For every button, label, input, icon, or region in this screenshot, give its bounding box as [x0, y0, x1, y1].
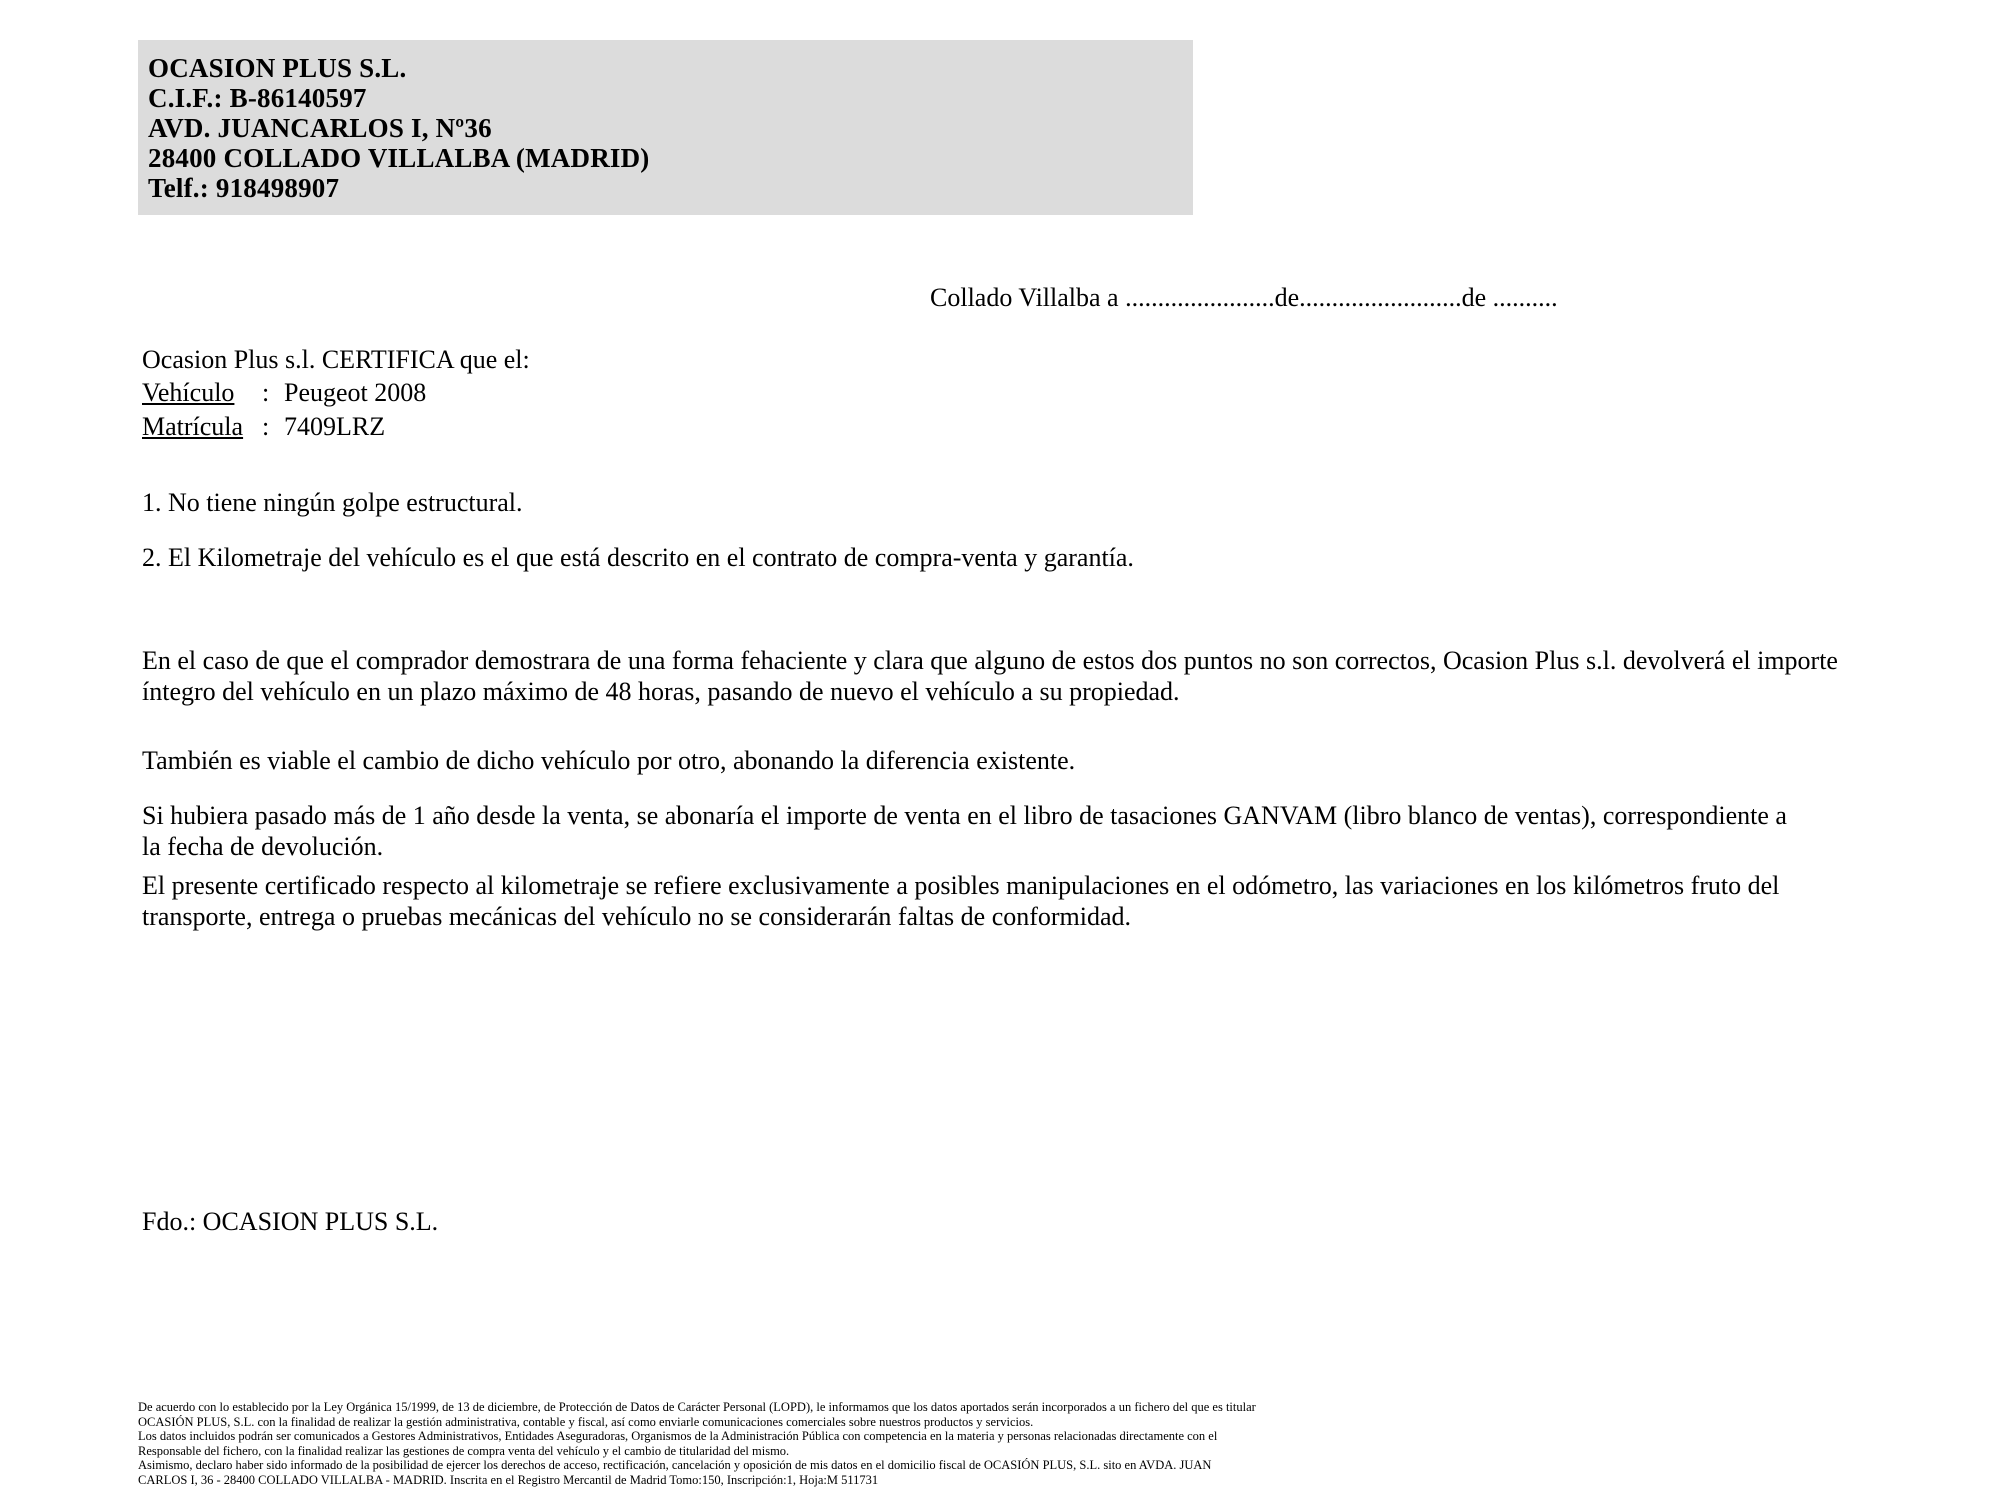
certifica-intro: Ocasion Plus s.l. CERTIFICA que el: — [142, 345, 530, 374]
legal-line-5: Asimismo, declaro haber sido informado de la posibilidad de ejercer los derechos de acceso, rectificación, cancelación y oposición de mis datos en el domicilio fiscal de OCASIÓN PLUS, S.L. sito en AVDA. JUAN — [138, 1458, 1212, 1472]
body-paragraph-2: También es viable el cambio de dicho vehículo por otro, abonando la diferencia existente. — [142, 746, 1076, 775]
body-paragraph-4: El presente certificado respecto al kilometraje se refiere exclusivamente a posibles manipulaciones en el odómetro, las variaciones en los kilómetros fruto del transporte, entrega o pruebas mecánicas del vehículo no se considerarán faltas de conformidad. — [142, 871, 1780, 931]
date-line: Collado Villalba a .......................de.........................de .......... — [930, 283, 1558, 312]
field-vehiculo — [142, 378, 426, 408]
company-cif: C.I.F.: B-86140597 — [148, 83, 367, 113]
field-matricula-value: 7409LRZ — [284, 412, 386, 441]
field-vehiculo-label: Vehículo — [142, 378, 235, 407]
company-name: OCASION PLUS S.L. — [148, 53, 407, 83]
legal-line-3: Los datos incluidos podrán ser comunicados a Gestores Administrativos, Entidades Aseguradoras, Organismos de la Administración Pública con competencia en la materia y personas relacionadas directamente con el — [138, 1429, 1218, 1443]
legal-line-6: CARLOS I, 36 - 28400 COLLADO VILLALBA - MADRID. Inscrita en el Registro Mercantil de Madrid Tomo:150, Inscripción:1, Hoja:M 511731 — [138, 1472, 879, 1487]
certification-point-2: 2. El Kilometraje del vehículo es el que está descrito en el contrato de compra-venta y garantía. — [142, 543, 1134, 572]
company-phone: Telf.: 918498907 — [148, 173, 340, 203]
legal-line-4: Responsable del fichero, con la finalidad realizar las gestiones de compra venta del vehículo y el cambio de titularidad del mismo. — [138, 1443, 790, 1458]
field-matricula-separator: : — [262, 412, 270, 441]
field-vehiculo-value: Peugeot 2008 — [284, 378, 427, 407]
company-city: 28400 COLLADO VILLALBA (MADRID) — [148, 143, 650, 173]
field-matricula — [142, 412, 385, 442]
certification-point-1: 1. No tiene ningún golpe estructural. — [142, 488, 523, 517]
legal-line-2: OCASIÓN PLUS, S.L. con la finalidad de realizar la gestión administrativa, contable y fiscal, así como enviarle comunicaciones comerciales sobre nuestros productos y servicios. — [138, 1414, 1034, 1429]
legal-footer — [138, 1400, 1898, 1487]
legal-line-1: De acuerdo con lo establecido por la Ley Orgánica 15/1999, de 13 de diciembre, de Protección de Datos de Carácter Personal (LOPD), le informamos que los datos aportados serán incorporados a un fichero del que es titular — [138, 1400, 1256, 1414]
signature-line: Fdo.: OCASION PLUS S.L. — [142, 1207, 439, 1236]
body-paragraph-3: Si hubiera pasado más de 1 año desde la venta, se abonaría el importe de venta en el libro de tasaciones GANVAM (libro blanco de ventas), correspondiente a la fecha de devolución. — [142, 801, 1787, 861]
company-letterhead — [138, 40, 1193, 215]
field-vehiculo-separator: : — [262, 378, 270, 407]
field-matricula-label: Matrícula — [142, 412, 244, 441]
body-paragraph-1: En el caso de que el comprador demostrara de una forma fehaciente y clara que alguno de estos dos puntos no son correctos, Ocasion Plus s.l. devolverá el importe íntegro del vehículo en un plazo máximo de 48 horas, pasando de nuevo el vehículo a su propiedad. — [142, 646, 1838, 706]
company-address: AVD. JUANCARLOS I, Nº36 — [148, 113, 492, 143]
